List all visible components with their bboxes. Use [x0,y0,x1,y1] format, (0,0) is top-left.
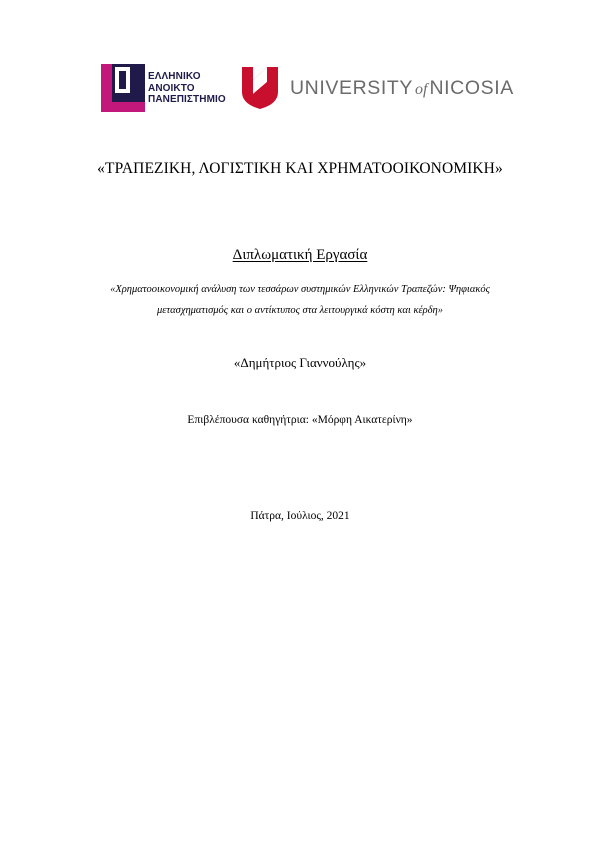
eap-line-1: ΕΛΛΗΝΙΚΟ [148,71,201,82]
unic-word-nicosia: NICOSIA [429,77,514,99]
program-title: «ΤΡΑΠΕΖΙΚΗ, ΛΟΓΙΣΤΙΚΗ ΚΑΙ ΧΡΗΜΑΤΟΟΙΚΟΝΟΜΙΚΗ» [97,160,503,177]
university-of-nicosia-logo [241,66,514,110]
unic-word-university: UNIVERSITY [290,77,414,99]
thesis-title-line-2: μετασχηματισμός και ο αντίκτυπος στα λειτουργικά κόστη και κέρδη» [156,305,444,316]
eap-line-2: ΑΝΟΙΚΤΟ [148,82,195,94]
unic-word-of: of [415,81,428,98]
place-and-date: Πάτρα, Ιούλιος, 2021 [250,510,350,522]
author-name: «Δημήτριος Γιαννούλης» [233,355,367,370]
eap-line-3: ΠΑΝΕΠΙΣΤΗΜΙΟ [148,94,226,105]
eap-logo [101,64,226,112]
unic-shield-icon [241,66,279,110]
supervisor-line: Επιβλέπουσα καθηγήτρια: «Μόρφη Αικατερίνη» [187,414,413,426]
thesis-title-line-1: «Χρηματοοικονομική ανάλυση των τεσσάρων συστημικών Ελληνικών Τραπεζών: Ψηφιακός [110,284,490,295]
document-type-heading: Διπλωματική Εργασία [232,247,368,263]
eap-emblem-icon [101,64,145,112]
thesis-title [80,279,520,321]
unic-wordmark [290,76,514,102]
eap-wordmark [148,71,226,106]
